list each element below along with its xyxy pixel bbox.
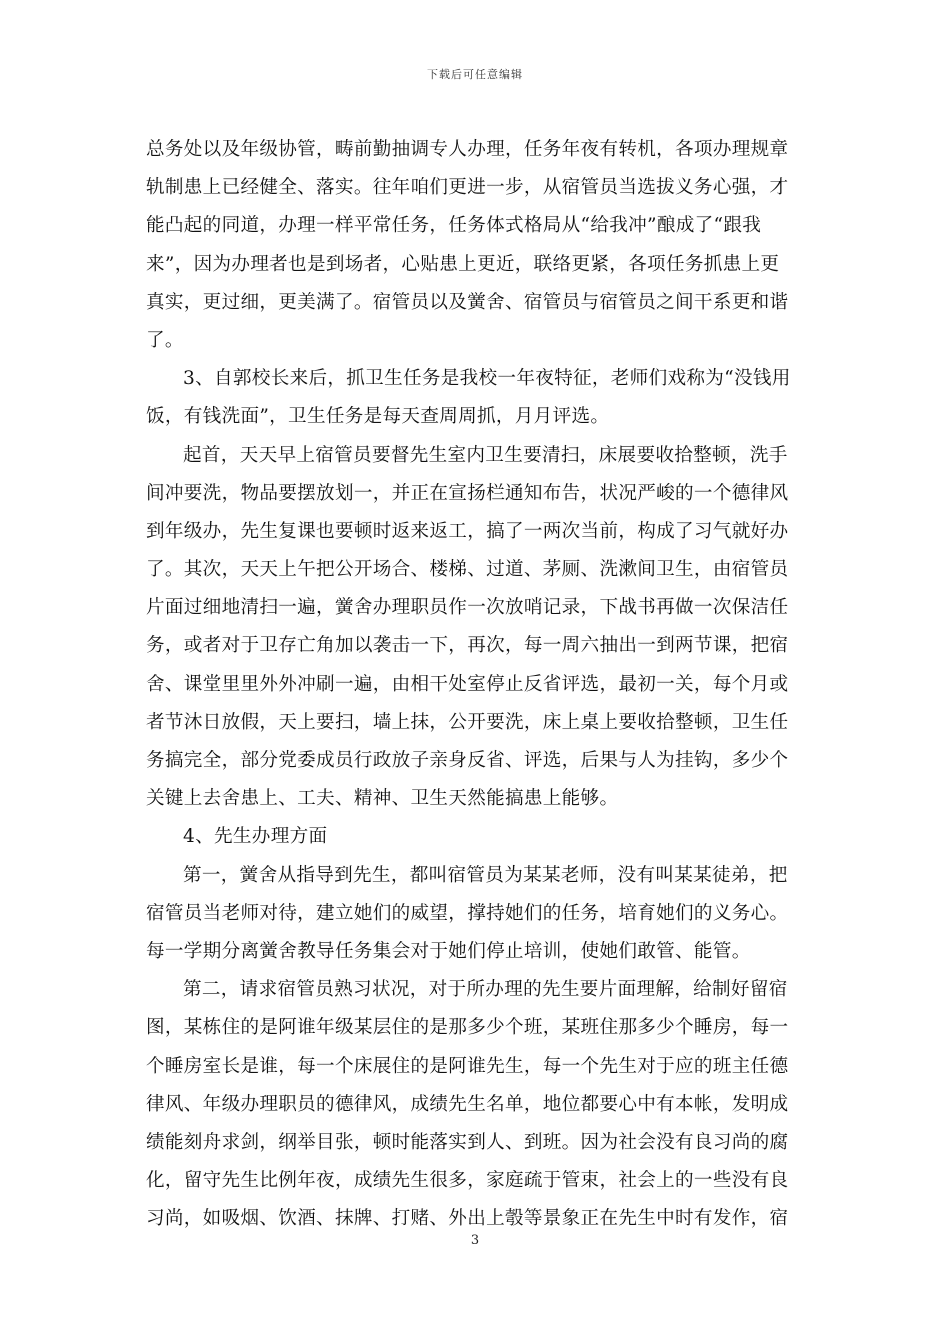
text-line: 化，留守先生比例年夜，成绩先生很多，家庭疏于管束，社会上的一些没有良 bbox=[146, 1170, 789, 1192]
text-line: 真实，更过细，更美满了。宿管员以及黉舍、宿管员与宿管员之间干系更和谐 bbox=[146, 291, 789, 313]
document-body bbox=[146, 131, 810, 1238]
text-line: 第二，请求宿管员熟习状况，对于所办理的先生要片面理解，给制好留宿 bbox=[183, 979, 788, 1001]
text-line: 4、先生办理方面 bbox=[183, 826, 328, 848]
text-line: 个睡房室长是谁，每一个床展住的是阿谁先生，每一个先生对于应的班主任德 bbox=[146, 1055, 789, 1077]
text-line: 宿管员当老师对待，建立她们的威望，撑持她们的任务，培育她们的义务心。 bbox=[146, 902, 789, 924]
text-line: 务，或者对于卫存亡角加以袭击一下，再次，每一周六抽出一到两节课，把宿 bbox=[146, 635, 789, 657]
text-line: 了。其次，天天上午把公开场合、楼梯、过道、茅厕、洗漱间卫生，由宿管员 bbox=[146, 559, 789, 581]
text-line: 习尚，如吸烟、饮酒、抹牌、打赌、外出上彀等景象正在先生中时有发作，宿 bbox=[146, 1208, 789, 1230]
text-line: 轨制患上已经健全、落实。往年咱们更进一步，从宿管员当选拔义务心强，才 bbox=[146, 177, 789, 199]
text-line: 关键上去舍患上、工夫、精神、卫生天然能搞患上能够。 bbox=[146, 788, 619, 810]
text-line: 间冲要洗，物品要摆放划一，并正在宣扬栏通知布告，状况严峻的一个德律风 bbox=[146, 482, 789, 504]
text-line: 者节沐日放假，天上要扫，墙上抹，公开要洗，床上桌上要收拾整顿，卫生任 bbox=[146, 711, 789, 733]
text-line: 舍、课堂里里外外冲刷一遍，由相干处室停止反省评选，最初一关，每个月或 bbox=[146, 673, 789, 695]
text-line: 饭，有钱洗面”，卫生任务是每天查周周抓，月月评选。 bbox=[146, 406, 610, 428]
text-line: 每一学期分离黉舍教导任务集会对于她们停止培训，使她们敢管、能管。 bbox=[146, 940, 751, 962]
text-line: 来”，因为办理者也是到场者，心贴患上更近，联络更紧，各项任务抓患上更 bbox=[146, 253, 780, 275]
text-line: 图，某栋住的是阿谁年级某层住的是那多少个班，某班住那多少个睡房，每一 bbox=[146, 1017, 789, 1039]
text-line: 能凸起的同道，办理一样平常任务，任务体式格局从“给我冲”酿成了“跟我 bbox=[146, 215, 762, 237]
text-line: 绩能刻舟求剑，纲举目张，顿时能落实到人、到班。因为社会没有良习尚的腐 bbox=[146, 1131, 789, 1153]
text-line: 了。 bbox=[146, 329, 184, 351]
page-header: 下载后可任意编辑 bbox=[427, 68, 523, 81]
text-line: 3、自郭校长来后，抓卫生任务是我校一年夜特征，老师们戏称为“没钱用 bbox=[183, 368, 791, 390]
text-line: 律风、年级办理职员的德律风，成绩先生名单，地位都要心中有本帐，发明成 bbox=[146, 1093, 789, 1115]
text-line: 总务处以及年级协管，畴前勤抽调专人办理，任务年夜有转机，各项办理规章 bbox=[146, 139, 789, 160]
text-line: 第一，黉舍从指导到先生，都叫宿管员为某某老师，没有叫某某徒弟，把 bbox=[183, 864, 788, 886]
page-number: 3 bbox=[470, 1233, 480, 1248]
text-line: 起首，天天早上宿管员要督先生室内卫生要清扫，床展要收拾整顿，洗手 bbox=[183, 444, 788, 466]
text-line: 片面过细地清扫一遍，黉舍办理职员作一次放哨记录，下战书再做一次保洁任 bbox=[146, 597, 789, 619]
text-line: 到年级办，先生复课也要顿时返来返工，搞了一两次当前，构成了习气就好办 bbox=[146, 520, 789, 542]
text-line: 务搞完全，部分党委成员行政放子亲身反省、评选，后果与人为挂钩，多少个 bbox=[146, 750, 789, 771]
